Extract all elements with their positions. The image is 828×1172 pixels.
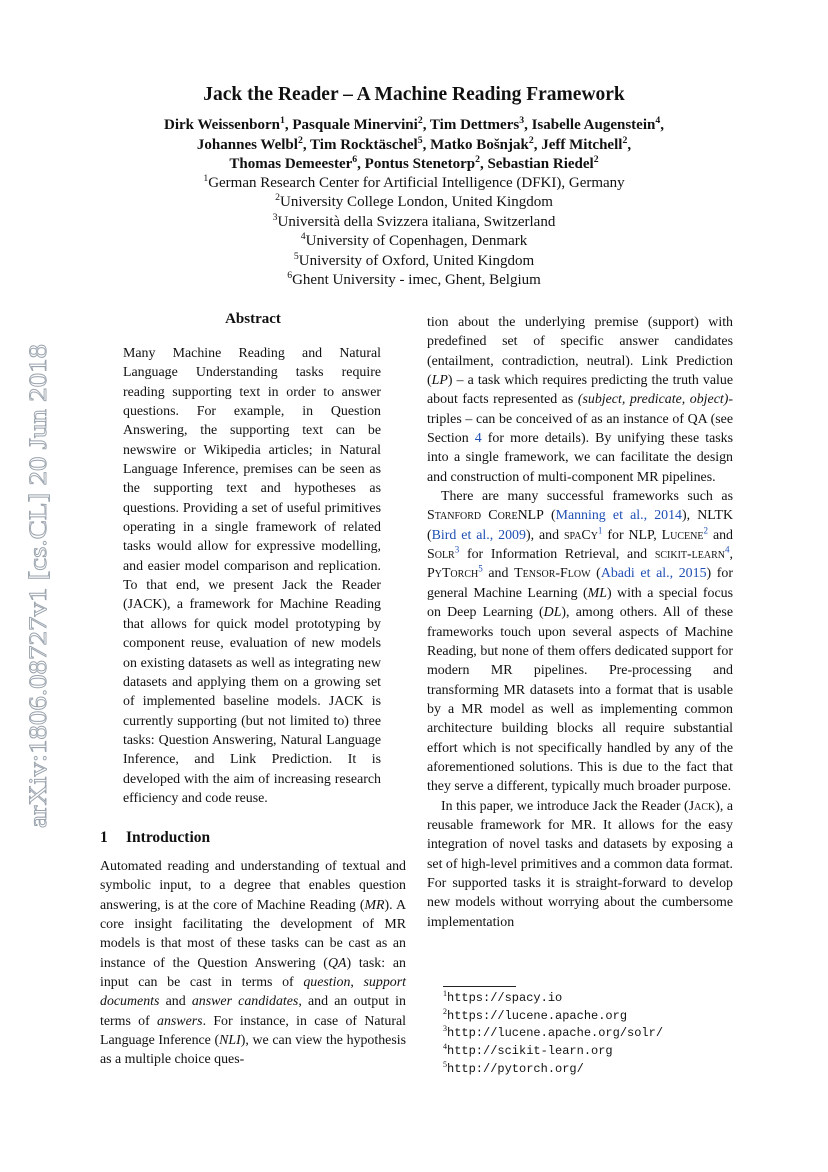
affiliation: $^2$University College London, United Kingdom (275, 192, 553, 211)
footnote-list (443, 990, 663, 1079)
footnote[interactable]: $^2$https://lucene.apache.org (443, 1006, 628, 1023)
section-number: 1 (100, 829, 108, 846)
intro-paragraph-1-cont: tion about the underlying premise (support) with predefined set of specific answer candidates (entailment, contradiction, neutral). Link Prediction (LP) – a task which requires predicting the truth value about facts represented as (subject, predicate, object)-triples – can be conceived of as an instance of QA (see Section 4 for more details). By unifying these tasks into a single framework, we can facilitate the design and construction of multi-component MR pipelines. (427, 315, 733, 485)
author: Dirk Weissenborn$^1$ (164, 115, 285, 133)
section-title: Introduction (126, 829, 211, 846)
footnote[interactable]: $^4$http://scikit-learn.org (443, 1042, 613, 1059)
affiliation: $^6$Ghent University - imec, Ghent, Belgium (287, 270, 541, 289)
intro-paragraph-2: There are many successful frameworks such as Stanford CoreNLP (Manning et al., 2014), NLTK (Bird et al., 2009), and spaCy$^1$ for NLP, Lucene$^2$ and Solr$^3$ for Information Retrieval, and scikit-learn$^4$, PyTorch$^5$ and Tensor-Flow (Abadi et al., 2015) for general Machine Learning (ML) with a special focus on Deep Learning (DL), among others. All of these frameworks touch upon several aspects of Machine Reading, but none of them offers dedicated support for modern MR pipelines. Pre-processing and transforming MR datasets into a format that is usable by a MR model as well as implementing common architecture building blocks all require substantial effort which is not specifically handled by any of the aforementioned solutions. This is due to the fact that they serve a different, typically much broader purpose. (427, 489, 734, 795)
author-list: Dirk Weissenborn$^1$, Pasquale Minervini$^2$, Tim Dettmers$^3$, Isabelle Augenstein$^4$, Johannes Welbl$^2$, Tim Rocktäschel$^5$, Matko Bošnjak$^2$, Jeff Mitchell$^2$, Thomas Demeester$^6$, Pontus Stenetorp$^2$, Sebastian Riedel$^2$ (164, 115, 664, 172)
affiliation: $^1$German Research Center for Artificial Intelligence (DFKI), Germany (203, 173, 625, 191)
citation-link[interactable]: Bird et al., 2009 (431, 527, 526, 543)
footnote[interactable]: $^3$http://lucene.apache.org/solr/ (443, 1024, 664, 1041)
author: Jeff Mitchell$^2$ (541, 134, 628, 153)
author: Johannes Welbl$^2$ (196, 134, 303, 153)
citation-link[interactable]: Manning et al., 2014 (555, 508, 682, 524)
abstract-text: Many Machine Reading and Natural Language Understanding tasks require reading supporting text in order to answer questions. For example, in Question Answering, the supporting text can be newswire or Wikipedia articles; in Natural Language Inference, premises can be seen as the supporting text and hypotheses as questions. Providing a set of useful primitives operating in a single framework of related tasks would allow for expressive modelling, and easier model comparison and replication. To that end, we present Jack the Reader (JACK), a framework for Machine Reading that allows for quick model prototyping by component reuse, evaluation of new models on existing datasets as well as integrating new datasets and applying them on a growing set of implemented baseline models. JACK is currently supporting (but not limited to) three tasks: Question Answering, Natural Language Inference, and Link Prediction. It is developed with the aim of increasing research efficiency and code reuse. (123, 346, 381, 806)
affiliation: $^3$Università della Svizzera italiana, Switzerland (272, 211, 556, 230)
affiliation: $^5$University of Oxford, United Kingdom (293, 250, 535, 269)
affiliation-list (120, 174, 708, 290)
footnote-rule (443, 986, 516, 987)
author: Tim Rocktäschel$^5$ (310, 134, 423, 153)
paper-title: Jack the Reader – A Machine Reading Framework (203, 84, 625, 105)
intro-paragraph-1: Automated reading and understanding of textual and symbolic input, to a degree that enables question answering, is at the core of Machine Reading (MR). A core insight facilitating the development of MR models is that most of these tasks can be cast as an instance of the Question Answering (QA) task: an input can be cast in terms of question, support documents and answer candidates, and an output in terms of answers. For instance, in case of Natural Language Inference (NLI), we can view the hypothesis as a multiple choice ques- (100, 859, 407, 1068)
citation-link[interactable]: Abadi et al., 2015 (600, 566, 707, 582)
arxiv-stamp-text: arXiv:1806.08727v1 [cs.CL] 20 Jun 2018 (23, 401, 52, 828)
author: Sebastian Riedel$^2$ (487, 154, 599, 172)
intro-paragraph-3: In this paper, we introduce Jack the Reader (Jack), a reusable framework for MR. It allows for the easy integration of novel tasks and datasets by exposing a set of high-level primitives and a common data format. For supported tasks it is straight-forward to develop new models without worrying about the cumbersome implementation (427, 798, 733, 930)
section-heading (100, 829, 210, 847)
footnote[interactable]: $^1$https://spacy.io (443, 989, 563, 1005)
author: Pasquale Minervini$^2$ (292, 115, 423, 133)
footnote[interactable]: $^5$http://pytorch.org/ (443, 1059, 584, 1076)
author: Isabelle Augenstein$^4$ (531, 115, 661, 133)
affiliation: $^4$University of Copenhagen, Denmark (300, 231, 528, 250)
author: Pontus Stenetorp$^2$ (364, 154, 480, 172)
author: Matko Bošnjak$^2$ (430, 134, 534, 153)
author: Thomas Demeester$^6$ (229, 154, 358, 172)
right-column-text (427, 313, 733, 932)
section-link[interactable]: 4 (474, 431, 482, 447)
arxiv-stamp (14, 340, 54, 830)
author: Tim Dettmers$^3$ (429, 115, 525, 133)
abstract-heading: Abstract (225, 311, 281, 327)
